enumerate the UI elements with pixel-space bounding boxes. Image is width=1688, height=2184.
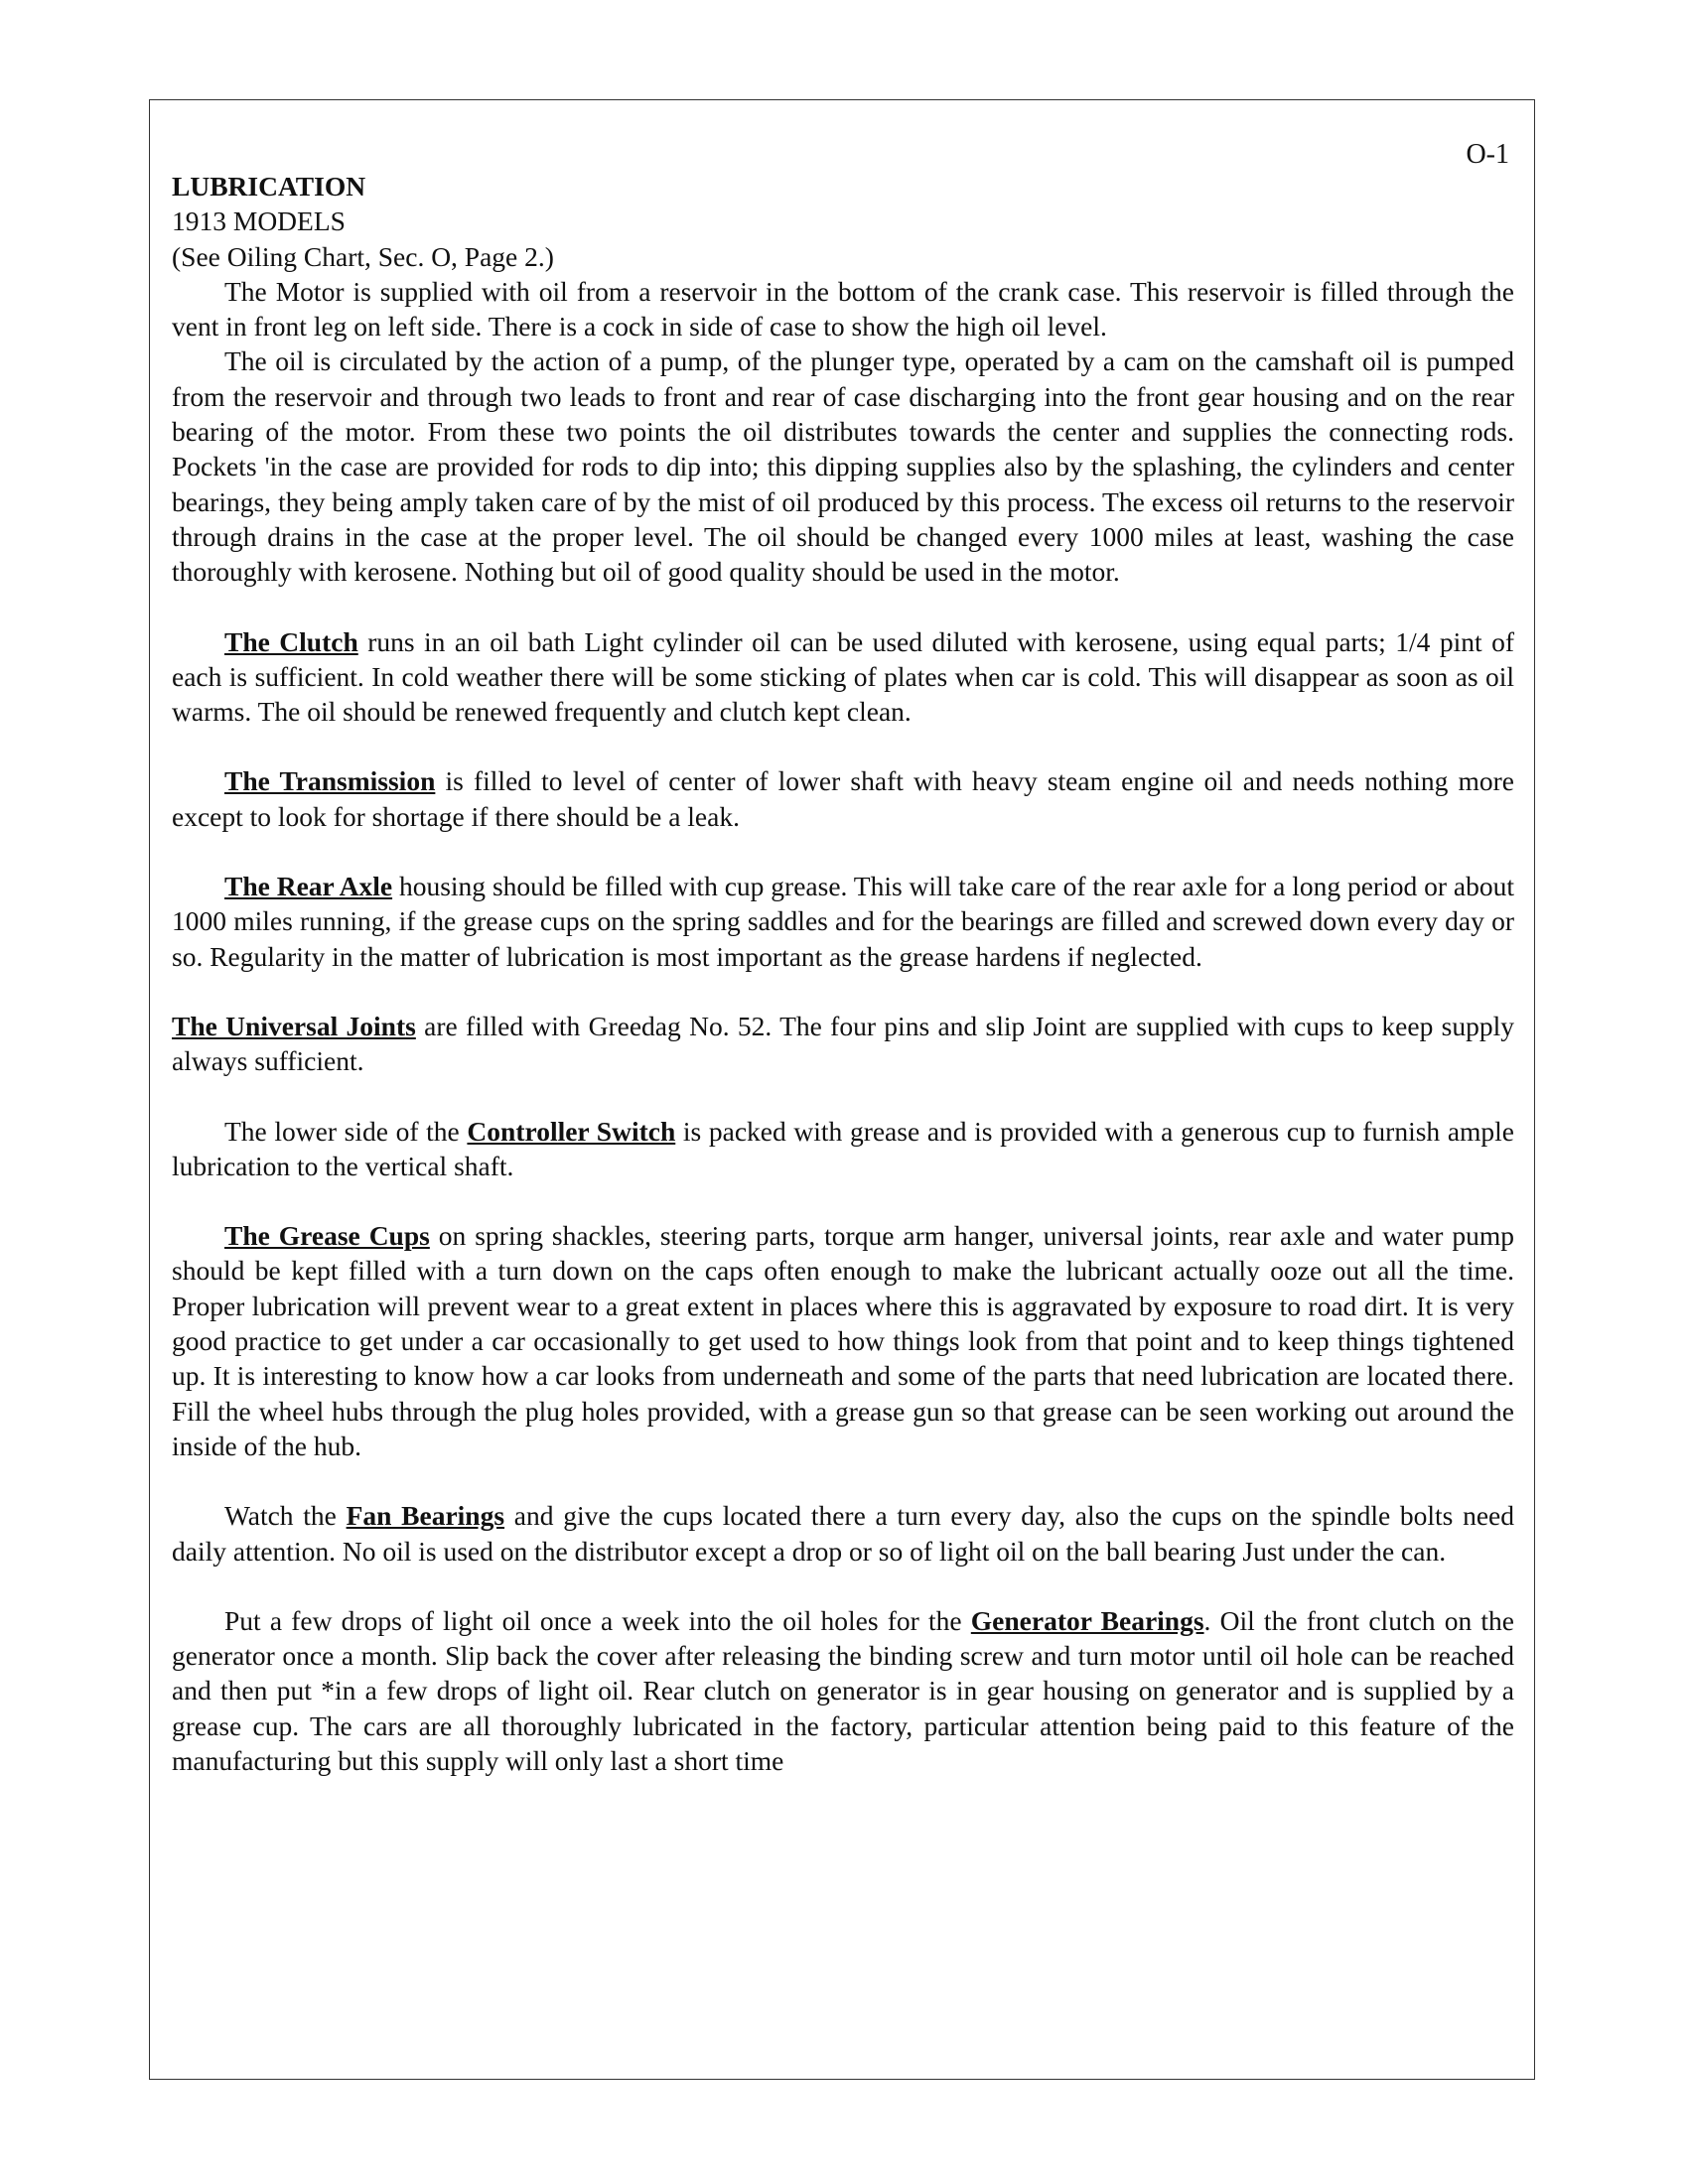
motor-paragraph-1: The Motor is supplied with oil from a reservoir in the bottom of the crank case. This reservoir is filled through the vent in front leg on left side. There is a cock in side of case to show the high oil level. <box>172 275 1514 342</box>
generator-bearings-lead: Put a few drops of light oil once a week into the oil holes for the <box>224 1604 971 1636</box>
grease-cups-text: on spring shackles, steering parts, torque arm hanger, universal joints, rear axle and water pump should be kept filled with a turn down on the caps often enough to make the lubricant actually ooze out all the time. Proper lubrication will prevent wear to a great extent in places where this is aggravated by exposure to road dirt. It is very good practice to get under a car occasionally to get used to how things look from that point and to keep things tightened up. It is interesting to know how a car looks from underneath and some of the parts that need lubrication are located there. Fill the wheel hubs through the plug holes provided, with a grease gun so that grease can be seen working out around the inside of the hub. <box>172 1220 1514 1461</box>
fan-bearings-paragraph <box>172 1498 1514 1569</box>
controller-switch-text: is packed with grease and is provided with a generous cup to furnish ample lubrication to the vertical shaft. <box>172 1115 1515 1181</box>
clutch-paragraph <box>172 624 1514 730</box>
fan-bearings-keyword: Fan Bearings <box>346 1500 505 1532</box>
universal-joints-paragraph <box>172 1009 1514 1079</box>
transmission-keyword: The Transmission <box>224 765 436 797</box>
controller-switch-lead: The lower side of the <box>224 1115 468 1147</box>
fan-bearings-text: and give the cups located there a turn every day, also the cups on the spindle bolts need daily attention. No oil is used on the distributor except a drop or so of light oil on the ball bearing Just under the can. <box>172 1500 1514 1567</box>
rear-axle-keyword: The Rear Axle <box>224 871 393 902</box>
generator-bearings-paragraph <box>172 1603 1514 1778</box>
generator-bearings-text: . Oil the front clutch on the generator once a month. Slip back the cover after releasing the binding screw and turn motor until oil hole can be reached and then put *in a few drops of light oil. Rear clutch on generator is in gear housing on generator and is supplied by a grease cup. The cars are all thoroughly lubricated in the factory, particular attention being paid to this feature of the manufacturing but this supply will only last a short time <box>172 1604 1515 1776</box>
document-body <box>172 169 1514 1778</box>
controller-switch-keyword: Controller Switch <box>467 1115 676 1147</box>
page-title: LUBRICATION <box>172 171 366 202</box>
clutch-text: runs in an oil bath Light cylinder oil can be used diluted with kerosene, using equal parts; 1/4 pint of each is sufficient. In cold weather there will be some sticking of plates when car is cold. This will disappear as soon as oil warms. The oil should be renewed frequently and clutch kept clean. <box>172 625 1514 728</box>
universal-joints-text: are filled with Greedag No. 52. The four pins and slip Joint are supplied with cups to keep supply always sufficient. <box>172 1010 1515 1077</box>
controller-switch-paragraph <box>172 1114 1514 1184</box>
transmission-paragraph <box>172 763 1514 834</box>
generator-bearings-keyword: Generator Bearings <box>970 1604 1204 1636</box>
rear-axle-paragraph <box>172 869 1514 974</box>
fan-bearings-lead: Watch the <box>224 1500 347 1532</box>
page-subtitle: 1913 MODELS <box>172 205 346 237</box>
see-chart-reference: (See Oiling Chart, Sec. O, Page 2.) <box>172 240 554 272</box>
page-number: O-1 <box>1466 139 1509 170</box>
grease-cups-paragraph <box>172 1218 1514 1463</box>
grease-cups-keyword: The Grease Cups <box>224 1220 430 1252</box>
rear-axle-text: housing should be filled with cup grease. This will take care of the rear axle for a long period or about 1000 miles running, if the grease cups on the spring saddles and for the bearings are filled and screwed down every day or so. Regularity in the matter of lubrication is most important as the grease hardens if neglected. <box>172 871 1514 972</box>
motor-paragraph-2: The oil is circulated by the action of a pump, of the plunger type, operated by a cam on the camshaft oil is pumped from the reservoir and through two leads to front and rear of case discharging into the front gear housing and on the rear bearing of the motor. From these two points the oil distributes towards the center and supplies the connecting rods. Pockets 'in the case are provided for rods to dip into; this dipping supplies also by the splashing, the cylinders and center bearings, they being amply taken care of by the mist of oil produced by this process. The excess oil returns to the reservoir through drains in the case at the proper level. The oil should be changed every 1000 miles at least, washing the case thoroughly with kerosene. Nothing but oil of good quality should be used in the motor. <box>172 345 1514 588</box>
universal-joints-keyword: The Universal Joints <box>172 1010 416 1041</box>
transmission-text: is filled to level of center of lower shaft with heavy steam engine oil and needs nothing more except to look for shortage if there should be a leak. <box>172 765 1514 832</box>
clutch-keyword: The Clutch <box>224 625 358 657</box>
